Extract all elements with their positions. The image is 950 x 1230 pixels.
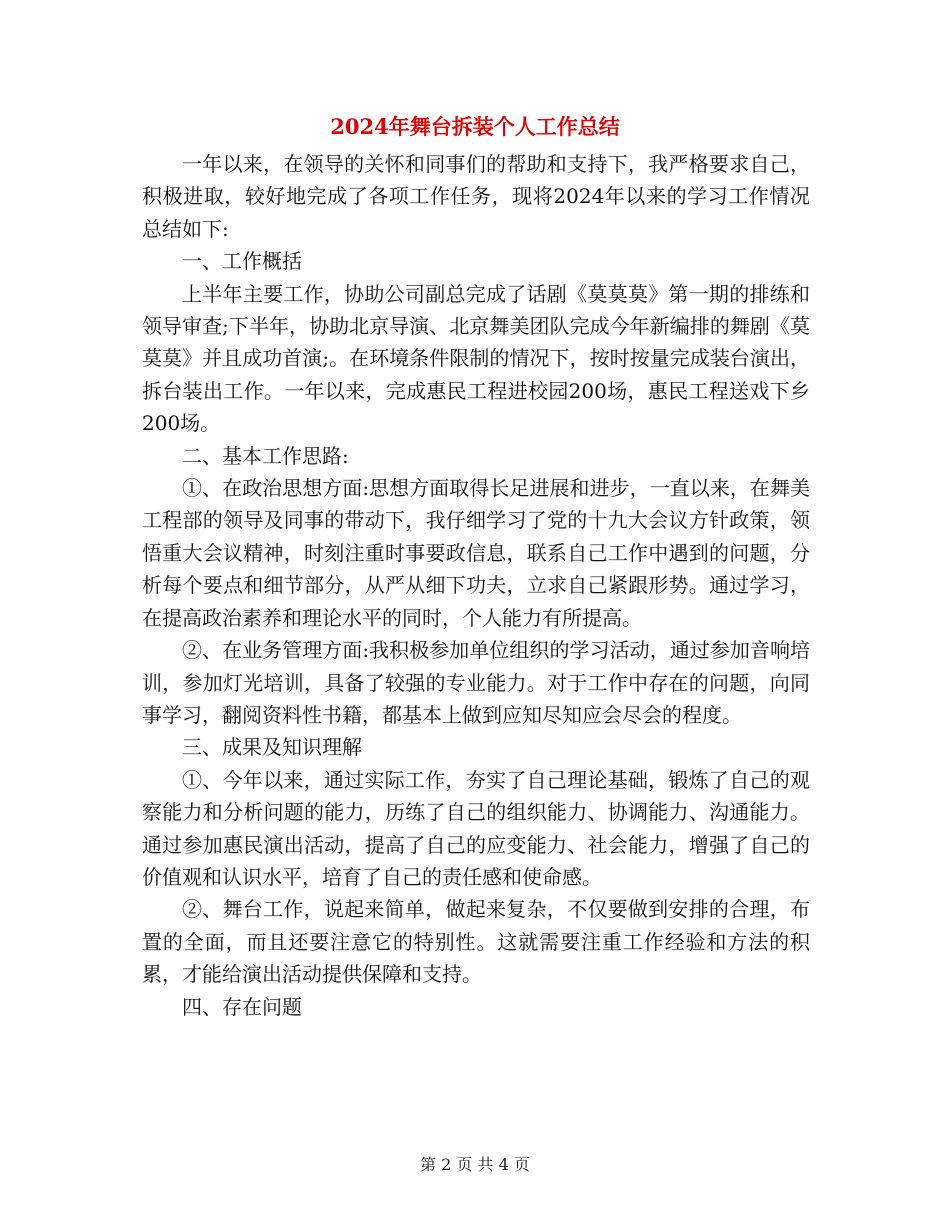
page-number-footer: 第 2 页 共 4 页	[420, 1155, 530, 1174]
results-paragraph-2: ②、舞台工作，说起来简单，做起来复杂，不仅要做到安排的合理，布置的全面，而且还要注意它的特别性。这就需要注重工作经验和方法的积累，才能给演出活动提供保障和支持。	[142, 897, 810, 987]
results-paragraph-1: ①、今年以来，通过实际工作，夯实了自己理论基础，锻炼了自己的观察能力和分析问题的能力，历练了自己的组织能力、协调能力、沟通能力。通过参加惠民演出活动，提高了自己的应变能力、社会能力，增强了自己的价值观和认识水平，培育了自己的责任感和使命感。	[142, 767, 810, 889]
political-thought-paragraph: ①、在政治思想方面:思想方面取得长足进展和进步，一直以来，在舞美工程部的领导及同事的带动下，我仔细学习了党的十九大会议方针政策，领悟重大会议精神，时刻注重时事要政信息，联系自己工作中遇到的问题，分析每个要点和细节部分，从严从细下功夫，立求自己紧跟形势。通过学习，在提高政治素养和理论水平的同时，个人能力有所提高。	[142, 476, 810, 630]
section-heading-results: 三、成果及知识理解	[182, 735, 362, 760]
section-heading-basic-approach: 二、基本工作思路:	[182, 443, 349, 468]
section-heading-work-overview: 一、工作概括	[182, 249, 302, 274]
document-body	[142, 148, 810, 1023]
section-heading-problems: 四、存在问题	[182, 994, 302, 1019]
business-management-paragraph: ②、在业务管理方面:我积极参加单位组织的学习活动，通过参加音响培训，参加灯光培训，具备了较强的专业能力。对于工作中存在的问题，向同事学习，翻阅资料性书籍，都基本上做到应知尽知应会尽会的程度。	[142, 638, 810, 727]
intro-paragraph: 一年以来，在领导的关怀和同事们的帮助和支持下，我严格要求自己，积极进取，较好地完成了各项工作任务，现将2024年以来的学习工作情况总结如下:	[142, 152, 810, 241]
work-overview-paragraph: 上半年主要工作，协助公司副总完成了话剧《莫莫莫》第一期的排练和领导审查;下半年，协助北京导演、北京舞美团队完成今年新编排的舞剧《莫莫莫》并且成功首演;。在环境条件限制的情况下，按时按量完成装台演出，拆台装出工作。一年以来，完成惠民工程进校园200场，惠民工程送戏下乡200场。	[142, 281, 810, 436]
document-title: 2024年舞台拆装个人工作总结	[330, 114, 620, 139]
